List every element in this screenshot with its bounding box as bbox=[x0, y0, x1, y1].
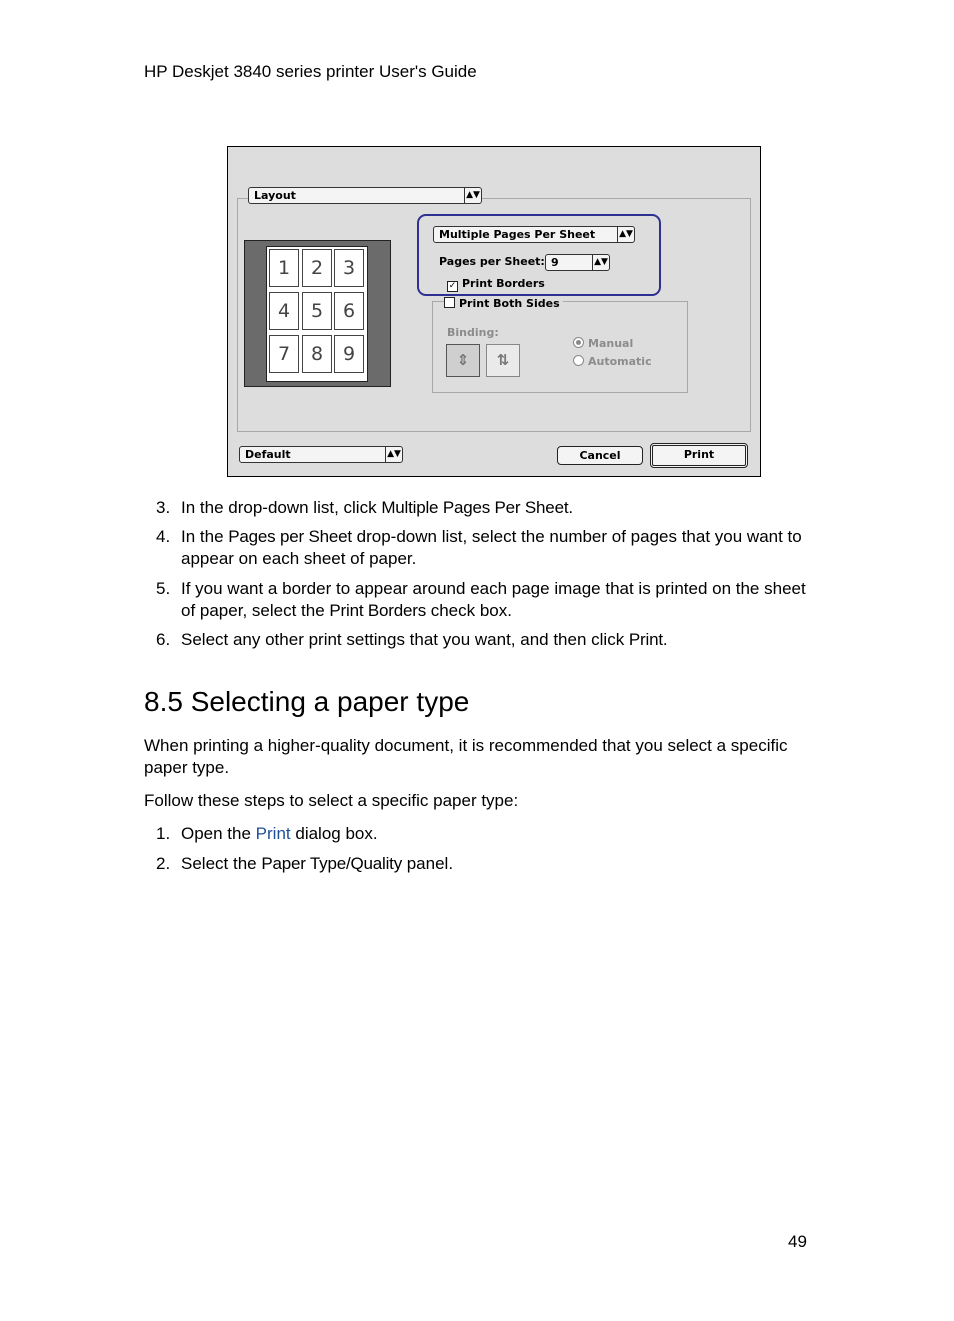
pages-per-sheet-value: 9 bbox=[551, 256, 559, 269]
print-dialog-screenshot bbox=[227, 146, 761, 477]
step-text: In the bbox=[181, 527, 229, 546]
list-item bbox=[156, 497, 811, 519]
ui-term: Print Borders bbox=[329, 601, 426, 620]
short-edge-binding-icon: ⇅ bbox=[496, 351, 510, 369]
step-text: panel. bbox=[402, 854, 454, 873]
section-intro: When printing a higher-quality document, it is recommended that you select a specific paper type. bbox=[144, 736, 788, 777]
step-number: 1. bbox=[156, 824, 171, 843]
list-item bbox=[156, 823, 811, 845]
step-text: Select the bbox=[181, 854, 262, 873]
cancel-button[interactable]: Cancel bbox=[557, 446, 643, 465]
print-borders-checkbox[interactable] bbox=[447, 277, 545, 292]
presets-popup[interactable] bbox=[239, 446, 403, 463]
popup-arrows-icon: ▲▼ bbox=[385, 447, 402, 462]
step-text: dialog box. bbox=[290, 824, 378, 843]
ui-term: Multiple Pages Per Sheet bbox=[381, 498, 569, 517]
step-text: drop-down list, select the number of pages that you want to appear on each sheet of paper. bbox=[181, 527, 802, 568]
binding-short-edge-button[interactable] bbox=[486, 344, 520, 377]
preview-page: 9 bbox=[334, 335, 364, 373]
step-number: 2. bbox=[156, 854, 171, 873]
list-item bbox=[156, 629, 811, 651]
print-button[interactable]: Print bbox=[650, 443, 748, 468]
print-dialog-link[interactable]: Print bbox=[255, 824, 291, 843]
step-text: . bbox=[568, 498, 574, 517]
popup-arrows-icon: ▲▼ bbox=[464, 188, 481, 203]
list-item bbox=[156, 578, 811, 622]
popup-arrows-icon: ▲▼ bbox=[617, 227, 634, 242]
binding-label: Binding: bbox=[447, 326, 499, 339]
step-text: If you want a border to appear around each page image that is printed on the sheet of paper, select the bbox=[181, 579, 806, 620]
ui-term: Pages per Sheet bbox=[228, 527, 352, 546]
layout-preview bbox=[244, 240, 391, 387]
popup-arrows-icon: ▲▼ bbox=[592, 255, 609, 270]
preview-page: 8 bbox=[302, 335, 332, 373]
print-borders-label: Print Borders bbox=[462, 277, 545, 290]
binding-long-edge-button[interactable] bbox=[446, 344, 480, 377]
panel-popup[interactable] bbox=[248, 187, 482, 204]
layout-steps-list bbox=[156, 497, 811, 651]
paper-type-steps-list bbox=[156, 823, 811, 875]
binding-automatic-radio[interactable] bbox=[573, 355, 652, 368]
step-text: . bbox=[662, 630, 668, 649]
preview-page: 5 bbox=[302, 292, 332, 330]
pages-per-sheet-popup[interactable] bbox=[545, 254, 610, 271]
preview-page: 4 bbox=[269, 292, 299, 330]
list-item bbox=[156, 526, 811, 570]
binding-automatic-label: Automatic bbox=[588, 355, 652, 368]
pages-per-sheet-label: Pages per Sheet: bbox=[439, 255, 545, 268]
step-number: 4. bbox=[156, 527, 171, 546]
binding-manual-label: Manual bbox=[588, 337, 634, 350]
long-edge-binding-icon: ⇕ bbox=[456, 351, 470, 369]
preview-page: 7 bbox=[269, 335, 299, 373]
step-number: 3. bbox=[156, 498, 171, 517]
radio-empty-icon bbox=[573, 355, 584, 366]
preview-page: 1 bbox=[269, 249, 299, 287]
section-heading: 8.5 Selecting a paper type bbox=[144, 686, 470, 717]
step-number: 5. bbox=[156, 579, 171, 598]
step-text: In the drop-down list, click bbox=[181, 498, 382, 517]
ui-term: Print bbox=[628, 630, 663, 649]
step-text: Open the bbox=[181, 824, 256, 843]
preview-sheet bbox=[266, 246, 368, 382]
running-header: HP Deskjet 3840 series printer User's Guide bbox=[144, 62, 477, 81]
presets-popup-label: Default bbox=[245, 448, 291, 461]
print-both-sides-checkbox[interactable] bbox=[444, 297, 563, 310]
binding-manual-radio[interactable] bbox=[573, 337, 633, 350]
checkmark-icon: ✓ bbox=[448, 281, 457, 291]
ui-term: Paper Type/Quality bbox=[261, 854, 402, 873]
layout-popup-label: Multiple Pages Per Sheet bbox=[439, 228, 596, 241]
page-number: 49 bbox=[788, 1232, 807, 1251]
step-number: 6. bbox=[156, 630, 171, 649]
print-both-sides-label: Print Both Sides bbox=[459, 297, 560, 310]
checkbox-box bbox=[444, 297, 455, 308]
step-text: check box. bbox=[426, 601, 512, 620]
section-lead: Follow these steps to select a specific paper type: bbox=[144, 791, 519, 810]
preview-page: 2 bbox=[302, 249, 332, 287]
panel-popup-label: Layout bbox=[254, 189, 296, 202]
list-item bbox=[156, 853, 811, 875]
layout-popup[interactable] bbox=[433, 226, 635, 243]
preview-page: 6 bbox=[334, 292, 364, 330]
preview-page: 3 bbox=[334, 249, 364, 287]
step-text: Select any other print settings that you want, and then click bbox=[181, 630, 629, 649]
radio-selected-icon bbox=[573, 337, 584, 348]
